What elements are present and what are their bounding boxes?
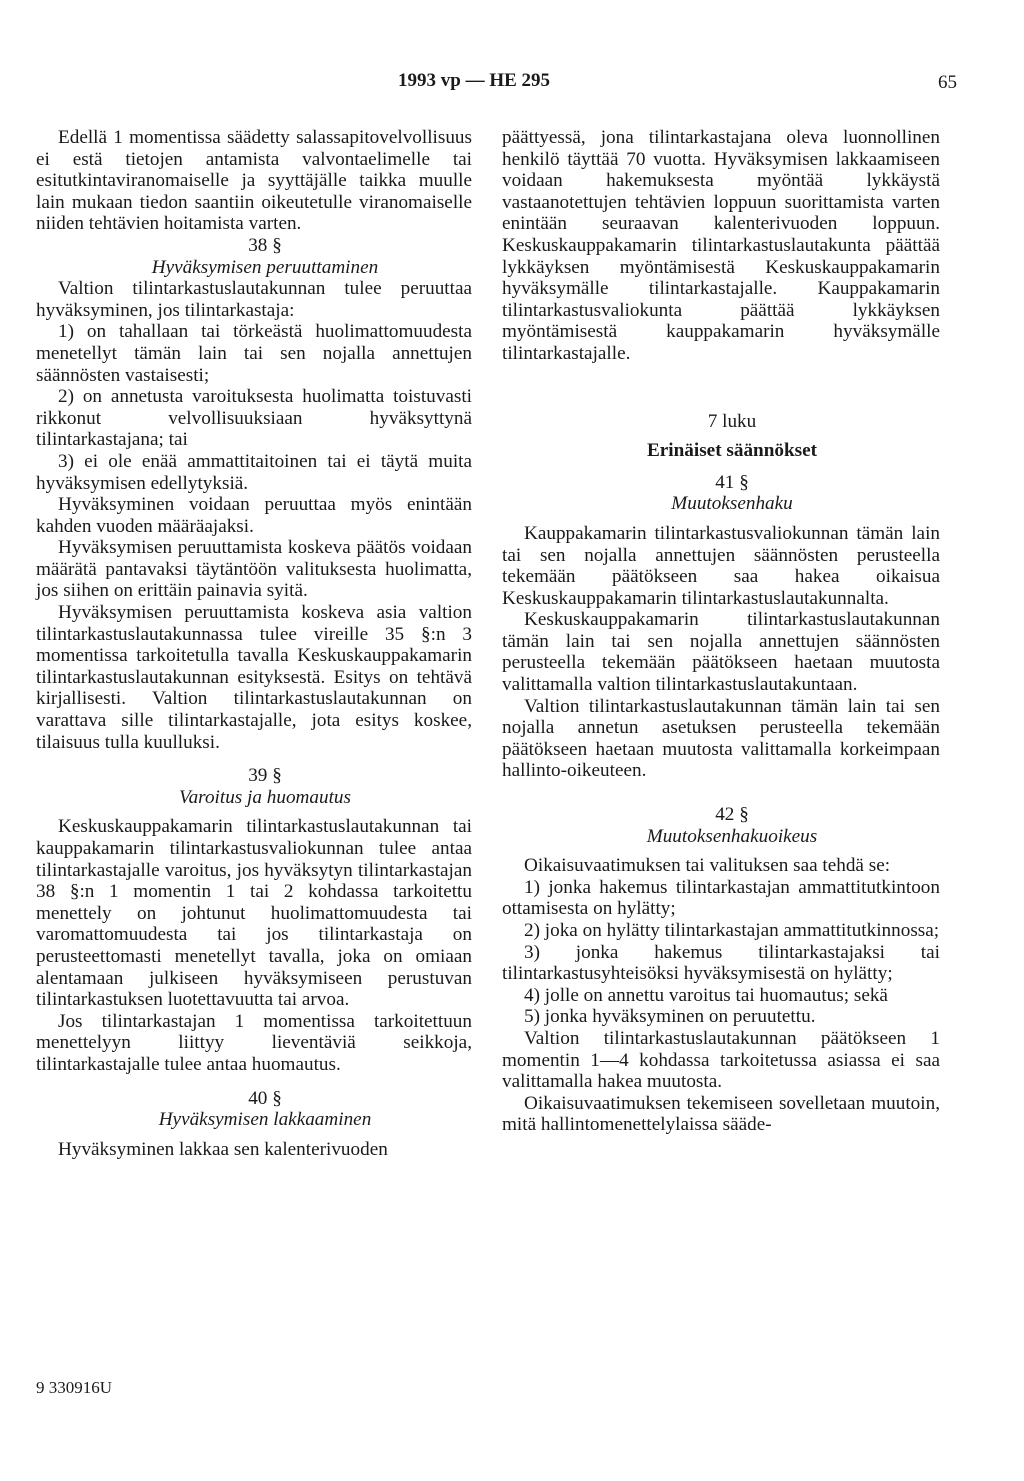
list-item: 5) jonka hyväksyminen on peruutettu. — [524, 1006, 816, 1028]
paragraph: Kauppakamarin tilintarkastusvaliokunnan tämän lain tai sen nojalla annettujen säännösten perusteella tekemään päätökseen saa hakea oikaisua Keskuskauppakamarin tilintarkastuslautakunnalta. — [502, 522, 940, 609]
paragraph: Hyväksyminen voidaan peruuttaa myös enintään kahden vuoden määräajaksi. — [36, 494, 472, 537]
list-item: 1) on tahallaan tai törkeästä huolimattomuudesta menetellyt tämän lain tai sen nojalla annettujen säännösten vastaisesti; — [36, 321, 472, 386]
left-column — [36, 127, 472, 1160]
paragraph: Jos tilintarkastajan 1 momentissa tarkoitettuun menettelyyn liittyy lieventäviä seikkoja, tilintarkastajalle tulee antaa huomautus. — [36, 1010, 472, 1075]
print-code: 9 330916U — [36, 1378, 113, 1397]
section-title: Hyväksymisen peruuttaminen — [151, 256, 379, 278]
section-title: Varoitus ja huomautus — [179, 786, 351, 808]
list-item: 4) jolle on annettu varoitus tai huomautus; sekä — [524, 984, 888, 1006]
list-item: 2) joka on hylätty tilintarkastajan ammattitutkinnossa; — [524, 920, 940, 941]
list-item: 2) on annetusta varoituksesta huolimatta toistuvasti rikkonut velvollisuuksiaan hyväksyttynä tilintarkastajana; tai — [36, 386, 472, 451]
section-title: Muutoksenhaku — [671, 493, 793, 515]
paragraph: Edellä 1 momentissa säädetty salassapitovelvollisuus ei estä tietojen antamista valvontaelimelle tai esitutkintaviranomaiselle ja syyttäjälle taikka muulle lain mukaan tiedon saantiin oikeutetulle viranomaiselle niiden tehtävien hoitamista varten. — [36, 127, 472, 235]
paragraph: Valtion tilintarkastuslautakunnan päätökseen 1 momentin 1—4 kohdassa tarkoitetussa asiassa ei saa valittamalla hakea muutosta. — [502, 1027, 940, 1093]
section-number: 39 § — [248, 765, 282, 787]
paragraph: Keskuskauppakamarin tilintarkastuslautakunnan tai kauppakamarin tilintarkastusvaliokunnan tulee antaa tilintarkastajalle varoitus, jos hyväksytyn tilintarkastajan 38 §:n 1 momentin 1 tai 2 kohdassa tarkoitettu menettely on johtunut huolimattomuudesta tai varomattomuudesta tai jos tilintarkastaja on perusteettomasti menetellyt tavalla, joka on omiaan alentamaan julkiseen hyväksymiseen perustuvan tilintarkastuksen luotettavuutta tai arvoa. — [36, 816, 472, 1011]
section-number: 38 § — [248, 234, 282, 256]
document-title: 1993 vp — HE 295 — [398, 70, 551, 91]
page-number: 65 — [938, 72, 957, 93]
list-item: 1) jonka hakemus tilintarkastajan ammattitutkintoon ottamisesta on hylätty; — [502, 876, 940, 920]
list-item: 3) jonka hakemus tilintarkastajaksi tai tilintarkastusyhteisöksi hyväksymisestä on hylätty; — [502, 941, 940, 985]
paragraph: Oikaisuvaatimuksen tekemiseen sovelletaan muutoin, mitä hallintomenettelylaissa sääde- — [502, 1092, 940, 1136]
list-item: 3) ei ole enää ammattitaitoinen tai ei täytä muita hyväksymisen edellytyksiä. — [36, 450, 472, 494]
paragraph: Hyväksyminen lakkaa sen kalenterivuoden — [58, 1138, 388, 1160]
section-number: 40 § — [248, 1087, 282, 1109]
section-title: Muutoksenhakuoikeus — [646, 825, 818, 847]
section-title: Hyväksymisen lakkaaminen — [158, 1109, 372, 1131]
paragraph: Valtion tilintarkastuslautakunnan tulee peruuttaa hyväksyminen, jos tilintarkastaja: — [36, 278, 472, 321]
paragraph: Oikaisuvaatimuksen tai valituksen saa tehdä se: — [524, 855, 891, 877]
right-column — [502, 127, 940, 1136]
paragraph: päättyessä, jona tilintarkastajana oleva luonnollinen henkilö täyttää 70 vuotta. Hyväksymisen lakkaamiseen voidaan hakemuksesta myöntää lykkäystä vastaanotettujen tehtävien loppuun suorittamista varten enintään seuraavan kalenterivuoden loppuun. Keskuskauppakamarin tilintarkastuslautakunta päättää lykkäyksen myöntämisestä Keskuskauppakamarin hyväksymälle tilintarkastajalle. Kauppakamarin tilintarkastusvaliokunta päättää lykkäyksen myöntämisestä kauppakamarin hyväksymälle tilintarkastajalle. — [502, 127, 940, 364]
paragraph: Hyväksymisen peruuttamista koskeva asia valtion tilintarkastuslautakunnassa tulee vireille 35 §:n 3 momentissa tarkoitetulla tavalla Keskuskauppakamarin tilintarkastuslautakunnan esityksestä. Esitys on tehtävä kirjallisesti. Valtion tilintarkastuslautakunnan on varattava sille tilintarkastajalle, jota esitys koskee, tilaisuus tulla kuulluksi. — [36, 602, 472, 753]
paragraph: Keskuskauppakamarin tilintarkastuslautakunnan tämän lain tai sen nojalla annettujen säännösten perusteella tekemään päätökseen haetaan muutosta valittamalla valtion tilintarkastuslautakuntaan. — [502, 609, 940, 696]
paragraph: Hyväksymisen peruuttamista koskeva päätös voidaan määrätä pantavaksi täytäntöön valituksesta huolimatta, jos siihen on erittäin painavia syitä. — [36, 537, 472, 602]
chapter-title: Erinäiset säännökset — [646, 440, 818, 462]
section-number: 42 § — [715, 804, 749, 826]
paragraph: Valtion tilintarkastuslautakunnan tämän lain tai sen nojalla annetun asetuksen perusteella tekemään päätökseen haetaan muutosta valittamalla korkeimpaan hallinto-oikeuteen. — [502, 695, 940, 782]
section-number: 41 § — [715, 471, 749, 493]
page-header — [0, 70, 1024, 100]
chapter-number: 7 luku — [707, 410, 757, 432]
